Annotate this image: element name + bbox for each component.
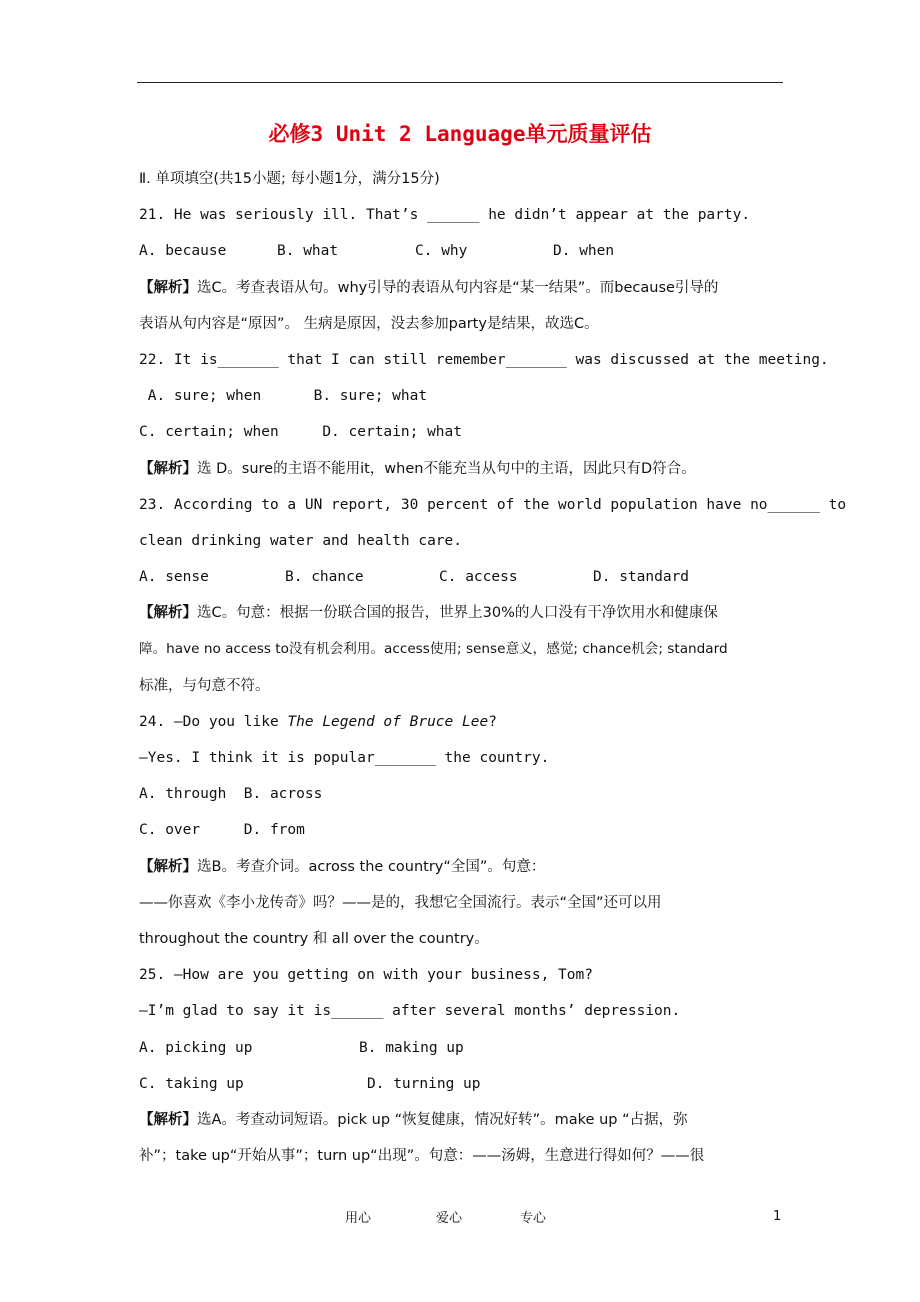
option-c: C. taking up [139, 1075, 244, 1092]
question-22-options-cd: C. certain; when D. certain; what [139, 424, 463, 441]
explanation-text: 选 D。sure的主语不能用it，when不能充当从句中的主语，因此只有D符合。 [197, 460, 696, 477]
question-25-explanation-line [139, 1108, 789, 1144]
stem-text: 24. —Do you like [139, 713, 288, 730]
explanation-text: 选C。句意：根据一份联合国的报告，世界上30%的人口没有干净饮用水和健康保 [197, 605, 718, 622]
question-22-explanation-line [139, 457, 789, 493]
question-23-explanation-line: 标准，与句意不符。 [139, 677, 270, 694]
footer-motto-3: 专心 [520, 1211, 547, 1226]
option-d: D. standard [593, 569, 690, 586]
explanation-tag: 【解析】 [139, 460, 197, 477]
question-22-stem: 22. It is_______ that I can still remember_______ was discussed at the meeting. [139, 351, 829, 368]
question-24-explanation-line [139, 855, 789, 891]
question-24-options-ab: A. through B. across [139, 786, 323, 803]
option-b: B. what [277, 243, 339, 260]
question-24-stem: —Yes. I think it is popular_______ the country. [139, 750, 550, 766]
section-heading: Ⅱ. 单项填空(共15小题; 每小题1分，满分15分) [139, 171, 440, 187]
option-b: B. making up [359, 1039, 464, 1056]
exercise-content [139, 167, 847, 1180]
question-21-explanation-line: 表语从句内容是“原因”。 生病是原因，没去参加party是结果，故选C。 [139, 315, 599, 332]
option-c: C. access [439, 569, 518, 586]
question-25-options-cd [139, 1072, 789, 1108]
question-25-stem: —I’m glad to say it is______ after several months’ depression. [139, 1003, 681, 1020]
question-23-stem: clean drinking water and health care. [139, 532, 463, 549]
stem-text: ? [488, 713, 497, 730]
option-d: D. turning up [367, 1075, 481, 1092]
question-23-options [139, 565, 789, 601]
footer-motto-1: 用心 [345, 1211, 372, 1226]
option-d: D. when [553, 243, 615, 260]
explanation-tag: 【解析】 [139, 858, 197, 875]
question-23-stem: 23. According to a UN report, 30 percent of the world population have no______ to [139, 496, 847, 513]
question-22-options-ab: A. sure; when B. sure; what [139, 388, 428, 405]
question-24-explanation-line: throughout the country 和 all over the country。 [139, 930, 489, 947]
question-24-explanation-line: ——你喜欢《李小龙传奇》吗？——是的，我想它全国流行。表示“全国”还可以用 [139, 894, 662, 911]
option-b: B. chance [285, 569, 364, 586]
question-23-explanation-line [139, 601, 789, 637]
page-title: 必修3 Unit 2 Language单元质量评估 [268, 122, 652, 146]
question-21-options [139, 239, 789, 275]
option-a: A. picking up [139, 1039, 253, 1056]
explanation-tag: 【解析】 [139, 605, 197, 622]
explanation-tag: 【解析】 [139, 1111, 197, 1128]
option-a: A. because [139, 243, 227, 260]
question-24-options-cd: C. over D. from [139, 822, 305, 839]
option-c: C. why [415, 243, 468, 260]
question-25-options-ab [139, 1036, 789, 1072]
option-a: A. sense [139, 569, 209, 586]
movie-title: The Legend of Bruce Lee [287, 713, 489, 730]
page-number: 1 [773, 1209, 782, 1224]
question-25-explanation-line: 补”；take up“开始从事”；turn up“出现”。句意：——汤姆，生意进行得如何？——很 [139, 1148, 705, 1165]
question-21-stem: 21. He was seriously ill. That’s ______ he didn’t appear at the party. [139, 207, 751, 224]
explanation-text: 选B。考查介词。across the country“全国”。句意： [197, 858, 546, 875]
question-21-explanation-line [139, 276, 789, 312]
explanation-text: 选C。考查表语从句。why引导的表语从句内容是“某一结果”。而because引导的 [197, 279, 719, 296]
footer-motto-2: 爱心 [436, 1211, 463, 1226]
question-24-stem [139, 710, 789, 746]
explanation-text: 选A。考查动词短语。pick up “恢复健康，情况好转”。make up “占据，弥 [197, 1111, 688, 1128]
question-23-explanation-line: 障。have no access to没有机会利用。access使用; sense意义，感觉; chance机会; standard [139, 641, 728, 658]
explanation-tag: 【解析】 [139, 279, 197, 296]
question-25-stem: 25. —How are you getting on with your business, Tom? [139, 967, 593, 984]
header-rule [137, 82, 783, 83]
